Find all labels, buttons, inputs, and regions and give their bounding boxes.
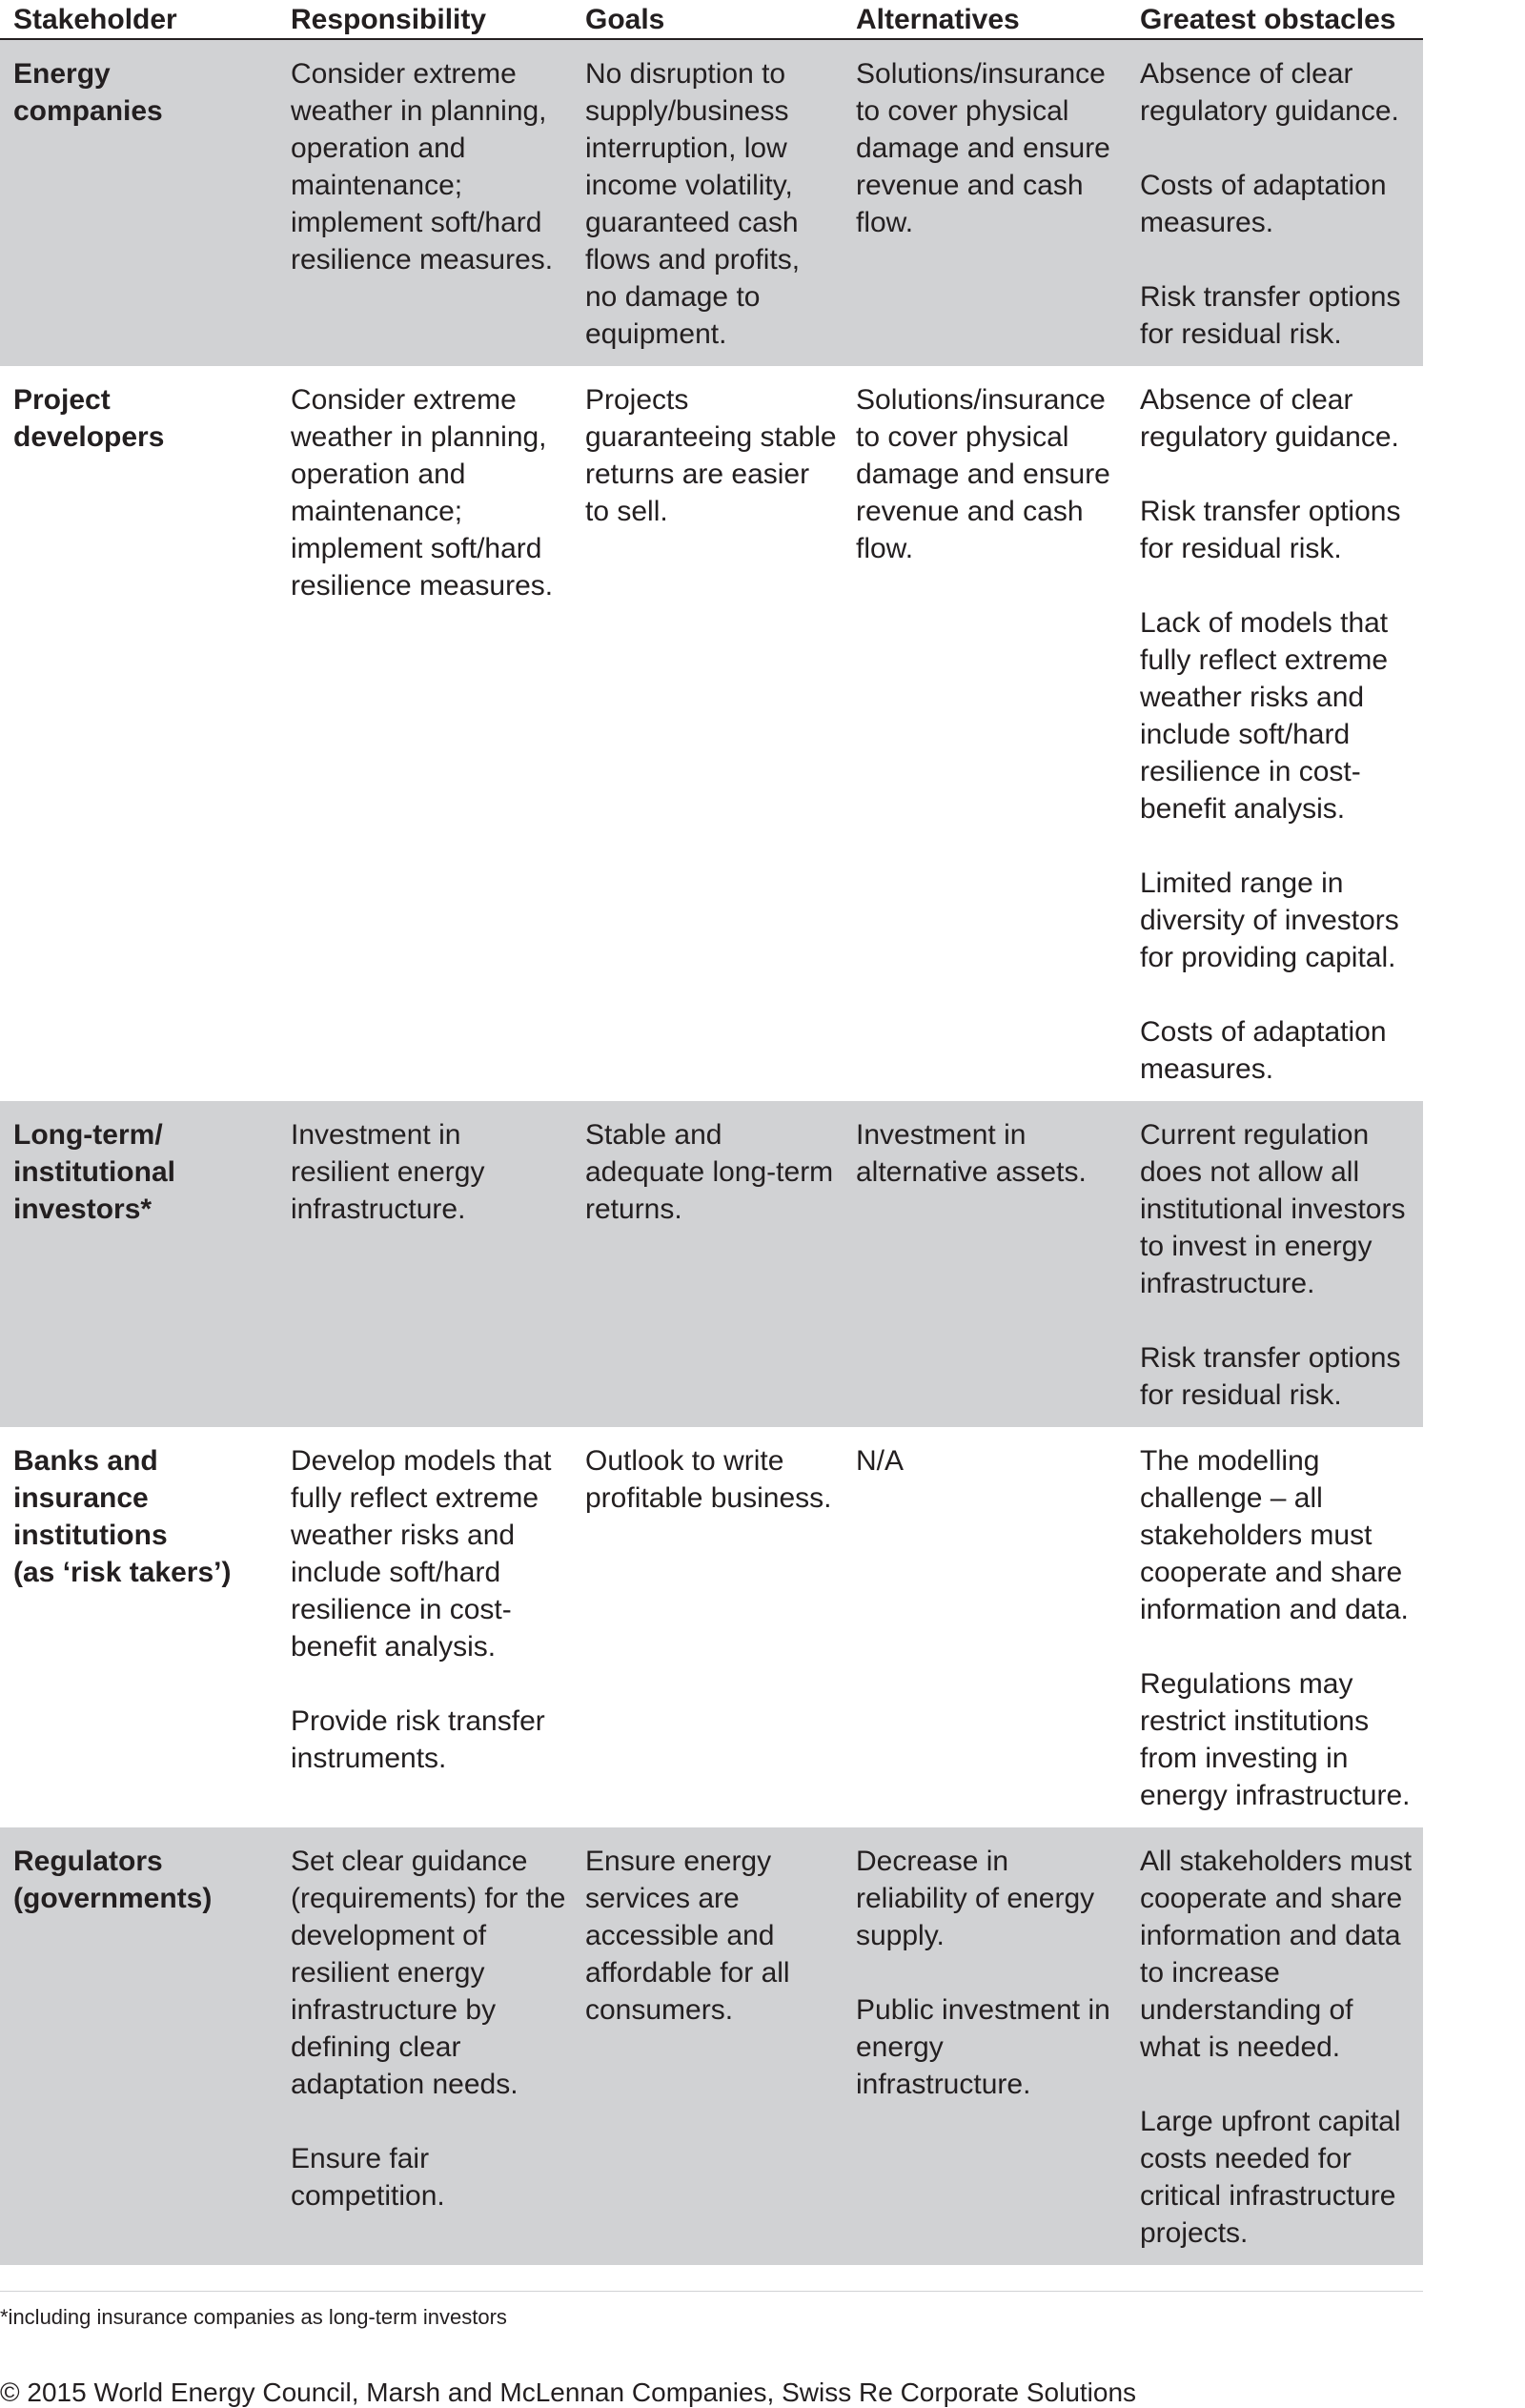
cell-goals: [572, 1827, 843, 2265]
cell-greatest-obstacles: [1127, 1101, 1423, 1427]
cell-paragraph: Absence of clear regulatory guidance.: [1140, 384, 1399, 453]
cell-paragraph: No disruption to supply/business interruption, low income volatility, guaranteed cash flows and profits, no damage to equipment.: [585, 58, 801, 350]
cell-responsibility: [277, 39, 572, 366]
cell-paragraph: Large upfront capital costs needed for critical infrastructure projects.: [1140, 2106, 1401, 2249]
cell-goals: [572, 39, 843, 366]
cell-stakeholder: [0, 1427, 277, 1827]
header-alternatives: Alternatives: [843, 0, 1127, 39]
stakeholder-name-line: Long-term/: [13, 1119, 163, 1151]
cell-paragraph: Solutions/insurance to cover physical damage and ensure revenue and cash flow.: [856, 384, 1110, 564]
cell-paragraph: All stakeholders must cooperate and share information and data to increase understanding of what is needed.: [1140, 1846, 1413, 2063]
cell-alternatives: [843, 1101, 1127, 1427]
cell-paragraph: Current regulation does not allow all institutional investors to invest in energy infrastructure.: [1140, 1119, 1406, 1299]
table-body: [0, 39, 1423, 2265]
header-goals: Goals: [572, 0, 843, 39]
cell-paragraph: The modelling challenge – all stakeholders must cooperate and share information and data.: [1140, 1445, 1409, 1625]
table-row: [0, 1427, 1423, 1827]
cell-responsibility: [277, 1101, 572, 1427]
table-row: [0, 1101, 1423, 1427]
cell-paragraph: Risk transfer options for residual risk.: [1140, 496, 1401, 564]
header-responsibility: Responsibility: [277, 0, 572, 39]
cell-paragraph: Regulations may restrict institutions from investing in energy infrastructure.: [1140, 1668, 1411, 1811]
table-header-row: [0, 0, 1423, 39]
cell-paragraph: Ensure fair competition.: [291, 2143, 445, 2212]
stakeholder-name-line: investors*: [13, 1194, 152, 1225]
cell-stakeholder: [0, 1101, 277, 1427]
cell-paragraph: Solutions/insurance to cover physical damage and ensure revenue and cash flow.: [856, 58, 1110, 238]
cell-paragraph: Costs of adaptation measures.: [1140, 1016, 1387, 1085]
stakeholder-name-line: Banks and: [13, 1445, 158, 1477]
footer-divider: [0, 2291, 1423, 2292]
cell-paragraph: Ensure energy services are accessible and affordable for all consumers.: [585, 1846, 790, 2026]
footnote: *including insurance companies as long-term investors: [0, 2305, 507, 2329]
stakeholder-name-line: companies: [13, 95, 163, 127]
cell-greatest-obstacles: [1127, 1827, 1423, 2265]
stakeholder-name-line: (governments): [13, 1883, 213, 1914]
cell-alternatives: [843, 39, 1127, 366]
table-row: [0, 39, 1423, 366]
cell-paragraph: Risk transfer options for residual risk.: [1140, 1342, 1401, 1411]
cell-paragraph: Decrease in reliability of energy supply.: [856, 1846, 1095, 1951]
cell-responsibility: [277, 1827, 572, 2265]
cell-goals: [572, 366, 843, 1101]
cell-paragraph: Costs of adaptation measures.: [1140, 170, 1387, 238]
stakeholder-name-line: developers: [13, 421, 165, 453]
cell-paragraph: Stable and adequate long-term returns.: [585, 1119, 834, 1225]
cell-alternatives: [843, 1427, 1127, 1827]
cell-paragraph: Investment in alternative assets.: [856, 1119, 1087, 1188]
cell-paragraph: Limited range in diversity of investors for providing capital.: [1140, 867, 1399, 973]
cell-alternatives: [843, 366, 1127, 1101]
cell-paragraph: N/A: [856, 1445, 905, 1477]
stakeholder-name-line: Energy: [13, 58, 111, 90]
cell-paragraph: Public investment in energy infrastructure.: [856, 1994, 1110, 2100]
cell-paragraph: Develop models that fully reflect extreme weather risks and include soft/hard resilience in cost-benefit analysis.: [291, 1445, 552, 1663]
cell-paragraph: Absence of clear regulatory guidance.: [1140, 58, 1399, 127]
cell-paragraph: Risk transfer options for residual risk.: [1140, 281, 1401, 350]
copyright-line: © 2015 World Energy Council, Marsh and McLennan Companies, Swiss Re Corporate Solutions: [0, 2377, 1137, 2407]
table-row: [0, 366, 1423, 1101]
cell-stakeholder: [0, 366, 277, 1101]
cell-responsibility: [277, 366, 572, 1101]
cell-goals: [572, 1101, 843, 1427]
cell-paragraph: Investment in resilient energy infrastructure.: [291, 1119, 485, 1225]
table-row: [0, 1827, 1423, 2265]
cell-responsibility: [277, 1427, 572, 1827]
cell-greatest-obstacles: [1127, 39, 1423, 366]
cell-paragraph: Lack of models that fully reflect extreme weather risks and include soft/hard resilience in cost-benefit analysis.: [1140, 607, 1389, 825]
cell-alternatives: [843, 1827, 1127, 2265]
cell-paragraph: Consider extreme weather in planning, operation and maintenance; implement soft/hard resilience measures.: [291, 384, 554, 602]
cell-paragraph: Outlook to write profitable business.: [585, 1445, 832, 1514]
stakeholder-name-line: Regulators: [13, 1846, 163, 1877]
cell-paragraph: Set clear guidance (requirements) for the development of resilient energy infrastructure by defining clear adaptation needs.: [291, 1846, 566, 2100]
cell-goals: [572, 1427, 843, 1827]
cell-greatest-obstacles: [1127, 1427, 1423, 1827]
cell-stakeholder: [0, 1827, 277, 2265]
stakeholder-name-line: (as ‘risk takers’): [13, 1557, 232, 1588]
cell-stakeholder: [0, 39, 277, 366]
stakeholder-name-line: Project: [13, 384, 111, 416]
cell-greatest-obstacles: [1127, 366, 1423, 1101]
cell-paragraph: Provide risk transfer instruments.: [291, 1705, 545, 1774]
stakeholder-name-line: insurance: [13, 1482, 149, 1514]
cell-paragraph: Consider extreme weather in planning, operation and maintenance; implement soft/hard resilience measures.: [291, 58, 554, 275]
stakeholder-name-line: institutional: [13, 1156, 175, 1188]
header-stakeholder: Stakeholder: [0, 0, 277, 39]
header-greatest-obstacles: Greatest obstacles: [1127, 0, 1423, 39]
cell-paragraph: Projects guaranteeing stable returns are easier to sell.: [585, 384, 837, 527]
stakeholder-name-line: institutions: [13, 1520, 168, 1551]
